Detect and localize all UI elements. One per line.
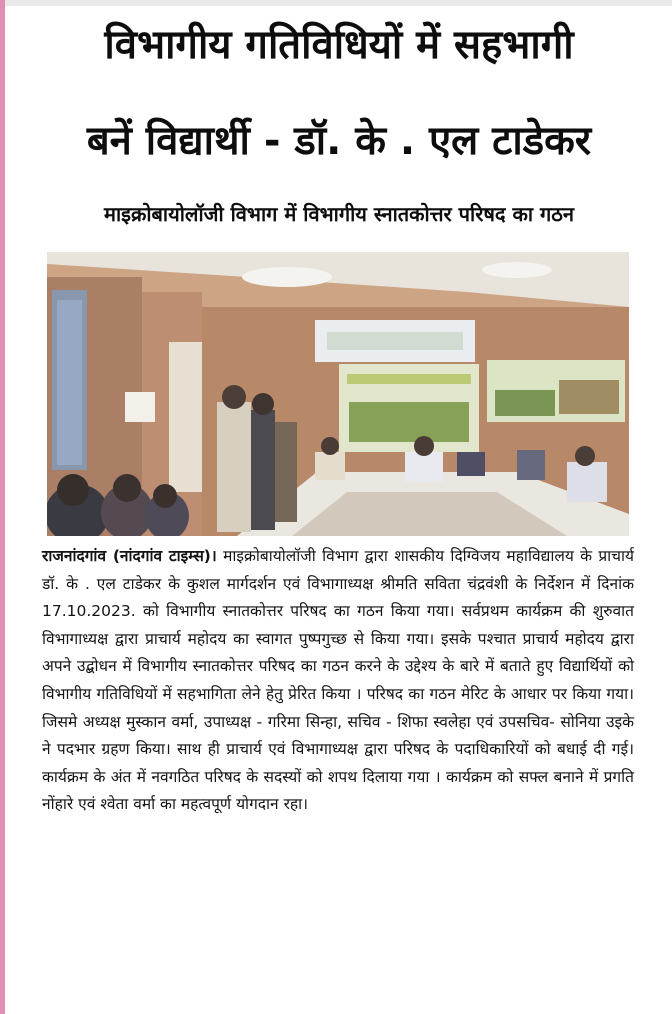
headline-line-2: बनें विद्यार्थी - डॉ. के . एल टाडेकर (86, 118, 592, 164)
headline-line-1: विभागीय गतिविधियों में सहभागी (104, 22, 574, 68)
article-body-text: माइक्रोबायोलॉजी विभाग द्वारा शासकीय दिग्विजय महाविद्यालय के प्राचार्य डॉ. के . एल टाडेकर के कुशल मार्गदर्शन एवं विभागाध्यक्ष श्रीमति सविता चंद्रवंशी के निर्देशन में दिनांक 17.10.2023. को विभागीय स्नातकोत्तर परिषद का गठन किया गया। सर्वप्रथम कार्यक्रम की शुरुवात विभागाध्यक्ष द्वारा प्राचार्य महोदय का स्वागत पुष्पगुच्छ से किया गया। इसके पश्चात प्राचार्य महोदय द्वारा अपने उद्बोधन में विभागीय स्नातकोत्तर परिषद का गठन करने के उद्देश्य के बारे में बताते हुए विद्यार्थियों को विभागीय गतिविधियों में सहभागिता लेने हेतु प्रेरित किया । परिषद का गठन मेरिट के आधार पर किया गया। जिसमे अध्यक्ष मुस्कान वर्मा, उपाध्यक्ष - गरिमा सिन्हा, सचिव - शिफा स्वलेहा एवं उपसचिव- सोनिया उइके ने पदभार ग्रहण किया। साथ ही प्राचार्य एवं विभागाध्यक्ष द्वारा परिषद के पदाधिकारियों को बधाई दी गई। कार्यक्रम के अंत में नवगठित परिषद के सदस्यों को शपथ दिलाया गया । कार्यक्रम को सफ्ल बनाने में प्रगति नोंहारे एवं श्वेता वर्मा का महत्वपूर्ण योगदान रहा। (42, 547, 635, 814)
dateline: राजनांदगांव (नांदगांव टाइम्स)। (42, 547, 217, 565)
top-margin-bar (5, 0, 672, 6)
article-body (42, 543, 634, 819)
page-edge-strip (0, 0, 5, 1014)
subheadline: माइक्रोबायोलॉजी विभाग में विभागीय स्नातकोत्तर परिषद का गठन (104, 202, 574, 226)
event-photo (47, 252, 629, 536)
